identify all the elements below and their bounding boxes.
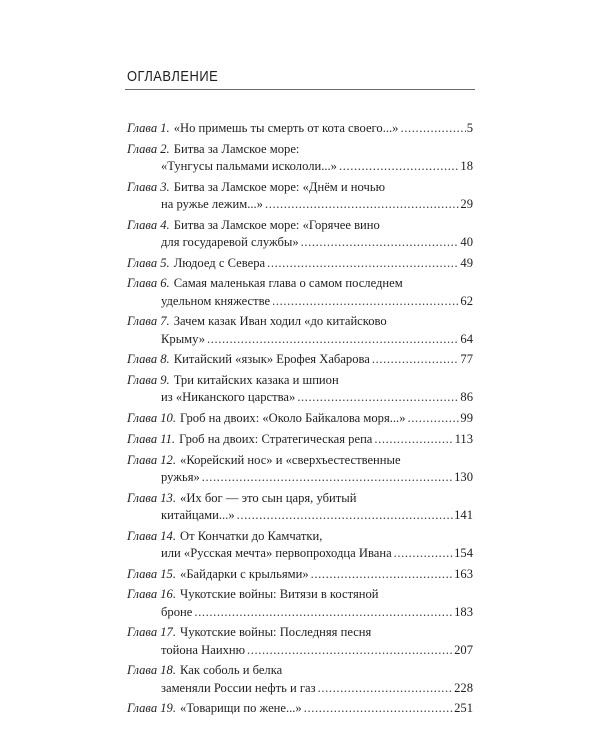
toc-entry-line: [127, 545, 473, 562]
toc-entry-line: [127, 255, 473, 272]
toc-entry-line: [127, 234, 473, 251]
chapter-label: Глава 8.: [127, 352, 170, 367]
dot-leader: [207, 331, 459, 348]
chapter-title: или «Русская мечта» первопроходца Ивана: [161, 545, 392, 560]
chapter-title: ружья»: [161, 469, 200, 484]
page-number: 228: [454, 680, 473, 695]
chapter-label: Глава 14.: [127, 528, 177, 543]
dot-leader: [304, 700, 453, 717]
toc-entry[interactable]: [127, 217, 473, 251]
chapter-label: Глава 17.: [127, 625, 177, 640]
toc-entry[interactable]: [127, 431, 473, 448]
toc-entry-line: [127, 196, 473, 213]
toc-entry[interactable]: [127, 372, 473, 406]
dot-leader: [247, 642, 453, 659]
dot-leader: [374, 431, 453, 448]
chapter-title: тойона Наихню: [161, 642, 246, 657]
toc-entry-line: [127, 624, 473, 641]
chapter-label: Глава 16.: [127, 587, 177, 602]
chapter-label: Глава 5.: [127, 255, 170, 270]
chapter-title: Людоед с Севера: [173, 255, 266, 270]
page-number: 183: [454, 604, 473, 619]
chapter-label: Глава 15.: [127, 566, 177, 581]
chapter-title: «Корейский нос» и «сверхъестественные: [180, 452, 401, 467]
toc-entry-line: [127, 410, 473, 427]
page-number: 77: [460, 352, 473, 367]
chapter-label: Глава 6.: [127, 276, 170, 291]
dot-leader: [311, 566, 453, 583]
page-number: 62: [460, 293, 473, 308]
chapter-title: Гроб на двоих: Стратегическая репа: [179, 431, 373, 446]
toc-entry[interactable]: [127, 662, 473, 696]
heading-rule: [125, 89, 475, 90]
dot-leader: [408, 410, 460, 427]
chapter-title: Три китайских казака и шпион: [173, 373, 339, 388]
toc-entry-line: [127, 642, 473, 659]
toc-entry-line: [127, 452, 473, 469]
page-number: 5: [466, 121, 473, 135]
toc-entry-line: [127, 507, 473, 524]
toc-entry-line: [127, 217, 473, 234]
toc-entry-line: [127, 120, 473, 137]
chapter-title: «Их бог — это сын царя, убитый: [180, 490, 357, 505]
dot-leader: [339, 158, 459, 175]
dot-leader: [202, 469, 453, 486]
chapter-label: Глава 19.: [127, 701, 177, 716]
chapter-label: Глава 9.: [127, 373, 170, 388]
toc-entry[interactable]: [127, 275, 473, 309]
toc-entry[interactable]: [127, 255, 473, 272]
toc-entry-line: [127, 351, 473, 368]
page-number: 18: [460, 158, 473, 173]
chapter-title: «Тунгусы пальмами искололи...»: [161, 158, 337, 173]
chapter-title: удельном княжестве: [161, 293, 271, 308]
page-number: 86: [460, 390, 473, 405]
chapter-label: Глава 12.: [127, 452, 177, 467]
toc-entry-line: [127, 469, 473, 486]
table-of-contents: [127, 120, 473, 721]
dot-leader: [297, 389, 459, 406]
page-number: 141: [454, 507, 473, 522]
toc-entry-line: [127, 662, 473, 679]
chapter-title: Крыму»: [161, 331, 206, 346]
toc-entry-line: [127, 141, 473, 158]
chapter-title: Гроб на двоих: «Около Байкалова моря...»: [180, 411, 406, 426]
toc-entry[interactable]: [127, 120, 473, 137]
chapter-label: Глава 1.: [127, 121, 170, 135]
page-number: 130: [454, 469, 473, 484]
toc-entry-line: [127, 179, 473, 196]
chapter-label: Глава 4.: [127, 217, 170, 232]
toc-entry[interactable]: [127, 586, 473, 620]
dot-leader: [237, 507, 453, 524]
chapter-label: Глава 3.: [127, 179, 170, 194]
toc-entry[interactable]: [127, 410, 473, 427]
dot-leader: [301, 234, 460, 251]
page-number: 113: [454, 431, 473, 446]
toc-entry-line: [127, 586, 473, 603]
page-number: 251: [454, 701, 473, 716]
toc-entry[interactable]: [127, 528, 473, 562]
dot-leader: [394, 545, 453, 562]
toc-entry-line: [127, 680, 473, 697]
toc-entry[interactable]: [127, 700, 473, 717]
toc-entry-line: [127, 372, 473, 389]
dot-leader: [400, 120, 465, 137]
chapter-title: «Байдарки с крыльями»: [180, 566, 309, 581]
chapter-title: «Но примешь ты смерть от кота своего...»: [173, 121, 399, 135]
dot-leader: [372, 351, 460, 368]
dot-leader: [194, 604, 453, 621]
chapter-title: для государевой службы»: [161, 234, 299, 249]
chapter-title: Битва за Ламское море: «Днём и ночью: [173, 179, 386, 194]
chapter-label: Глава 13.: [127, 490, 177, 505]
chapter-title: «Товарищи по жене...»: [180, 701, 302, 716]
chapter-label: Глава 18.: [127, 663, 177, 678]
chapter-title: Чукотские войны: Витязи в костяной: [180, 587, 379, 602]
dot-leader: [318, 680, 454, 697]
chapter-title: Самая маленькая глава о самом последнем: [173, 276, 403, 291]
page-number: 163: [454, 566, 473, 581]
chapter-title: Китайский «язык» Ерофея Хабарова: [173, 352, 370, 367]
page-number: 40: [460, 234, 473, 249]
toc-entry-line: [127, 604, 473, 621]
toc-entry[interactable]: [127, 313, 473, 347]
toc-entry-line: [127, 331, 473, 348]
toc-entry-line: [127, 566, 473, 583]
toc-entry-line: [127, 158, 473, 175]
chapter-title: китайцами...»: [161, 507, 235, 522]
toc-entry-line: [127, 313, 473, 330]
chapter-label: Глава 10.: [127, 411, 177, 426]
toc-entry[interactable]: [127, 566, 473, 583]
dot-leader: [267, 255, 459, 272]
chapter-title: Чукотские войны: Последняя песня: [180, 625, 372, 640]
chapter-label: Глава 7.: [127, 314, 170, 329]
chapter-title: От Кончатки до Камчатки,: [180, 528, 323, 543]
chapter-title: заменяли России нефть и газ: [161, 680, 316, 695]
chapter-title: Зачем казак Иван ходил «до китайсково: [173, 314, 387, 329]
toc-entry-line: [127, 490, 473, 507]
chapter-title: из «Никанского царства»: [161, 390, 296, 405]
chapter-title: Как соболь и белка: [180, 663, 283, 678]
page-number: 154: [454, 545, 473, 560]
toc-entry[interactable]: [127, 452, 473, 486]
dot-leader: [265, 196, 459, 213]
toc-entry[interactable]: [127, 624, 473, 658]
page-number: 49: [460, 255, 473, 270]
chapter-title: Битва за Ламское море: «Горячее вино: [173, 217, 380, 232]
page-number: 29: [460, 196, 473, 211]
toc-entry[interactable]: [127, 351, 473, 368]
chapter-label: Глава 11.: [127, 431, 176, 446]
page-number: 99: [460, 411, 473, 426]
chapter-title: на ружье лежим...»: [161, 196, 263, 211]
toc-entry[interactable]: [127, 179, 473, 213]
dot-leader: [272, 293, 459, 310]
toc-entry-line: [127, 700, 473, 717]
toc-entry[interactable]: [127, 141, 473, 175]
toc-entry-line: [127, 431, 473, 448]
chapter-title: броне: [161, 604, 193, 619]
page-number: 207: [454, 642, 473, 657]
toc-entry-line: [127, 275, 473, 292]
chapter-label: Глава 2.: [127, 141, 170, 156]
chapter-title: Битва за Ламское море:: [173, 141, 300, 156]
page-number: 64: [460, 331, 473, 346]
toc-entry-line: [127, 528, 473, 545]
toc-heading: ОГЛАВЛЕНИЕ: [127, 68, 219, 85]
toc-entry-line: [127, 293, 473, 310]
toc-entry[interactable]: [127, 490, 473, 524]
toc-entry-line: [127, 389, 473, 406]
